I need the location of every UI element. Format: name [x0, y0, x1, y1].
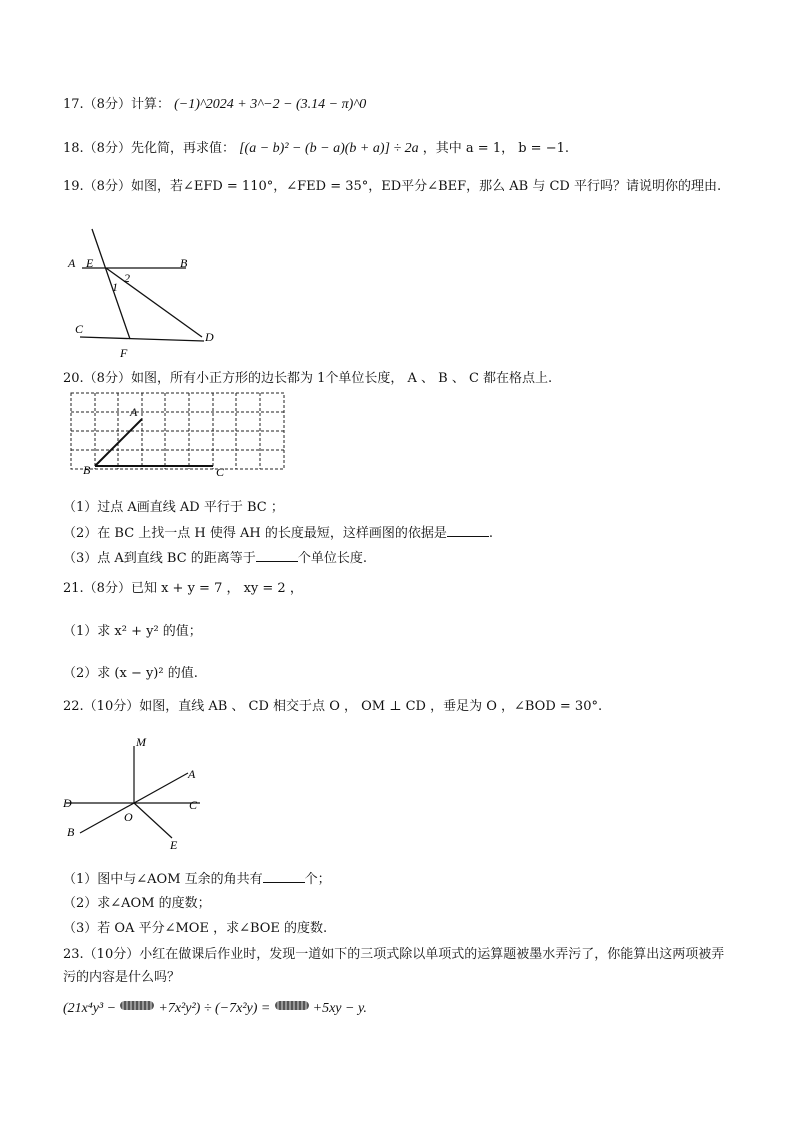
q21-p2-text: （2）求 (x − y)² 的值. [63, 666, 198, 681]
label-m: M [136, 735, 146, 749]
q22-part-3 [63, 920, 327, 938]
label-a: A [68, 256, 76, 270]
q20-p1-text: （1）过点 A画直线 AD 平行于 BC ； [63, 500, 284, 515]
label-b: B [180, 256, 188, 270]
q22-p2-text: （2）求∠AOM 的度数； [63, 896, 211, 911]
q21-p1-text: （1）求 x² + y² 的值； [63, 624, 202, 639]
q20-p3-end: 个单位长度. [297, 551, 367, 566]
line-cd [80, 337, 204, 341]
q22-p3-text: （3）若 OA 平分∠MOE ，求∠BOE 的度数. [63, 921, 328, 936]
line-ed [106, 268, 202, 337]
q18-tail: ，其中 a = 1， b = −1. [422, 141, 569, 156]
label-b: B [67, 825, 75, 839]
question-22 [63, 698, 602, 716]
answer-blank [447, 524, 489, 537]
q23-expr-part-c: +5xy − y. [312, 1001, 367, 1016]
q22-part-2 [63, 895, 211, 913]
label-c: C [189, 798, 198, 812]
ray-oe [134, 803, 172, 838]
q19-figure [60, 225, 230, 360]
answer-blank [263, 870, 305, 883]
question-23 [63, 943, 731, 989]
q20-text: 20.（8分）如图，所有小正方形的边长都为 1个单位长度， A 、 B 、 C 都在格点上. [63, 371, 553, 386]
q22-text: 22.（10分）如图，直线 AB 、 CD 相交于点 O ， OM ⊥ CD ，垂足为 O ，∠BOD = 30°. [63, 699, 603, 714]
label-f: F [120, 346, 128, 360]
question-20 [63, 370, 552, 388]
q22-p1-end: 个； [304, 872, 331, 887]
label-d: D [205, 330, 214, 344]
question-19 [63, 174, 731, 200]
q20-p2-end: . [488, 526, 494, 541]
label-b: B [83, 463, 91, 477]
q19-text: 19.（8分）如图，若∠EFD = 110°，∠FED = 35°，ED平分∠BEF，那么 AB 与 CD 平行吗？请说明你的理由. [63, 179, 722, 194]
q20-part-1 [63, 499, 284, 517]
q20-part-2 [63, 524, 493, 543]
q23-expr-part-b: +7x²y²) ÷ (−7x²y) = [158, 1001, 271, 1016]
question-18 [63, 140, 569, 158]
ink-smudge-2 [275, 1001, 309, 1010]
q20-p3-text: （3）点 A到直线 BC 的距离等于 [63, 551, 256, 566]
q23-expression [63, 1000, 367, 1018]
q21-part-1 [63, 623, 202, 641]
q17-head: 17.（8分）计算： [63, 97, 170, 112]
label-e: E [170, 838, 178, 852]
label-d: D [63, 796, 72, 810]
label-e: E [86, 256, 94, 270]
q18-head: 18.（8分）先化简，再求值： [63, 141, 235, 156]
q22-figure [60, 730, 220, 855]
label-c: C [216, 465, 225, 479]
q20-p2-text: （2）在 BC 上找一点 H 使得 AH 的长度最短，这样画图的依据是 [63, 526, 447, 541]
label-angle-2: 2 [124, 271, 130, 285]
label-a: A [130, 405, 138, 419]
label-o: O [124, 810, 133, 824]
q21-text: 21.（8分）已知 x + y = 7 ， xy = 2 ， [63, 581, 303, 596]
q23-text: 23.（10分）小红在做课后作业时，发现一道如下的三项式除以单项式的运算题被墨水弄污了，你能算出这两项被弄污的内容是什么吗？ [63, 947, 725, 985]
q17-expression: (−1)^2024 + 3^−2 − (3.14 − π)^0 [174, 97, 367, 112]
ink-smudge-1 [120, 1001, 154, 1010]
q20-part-3 [63, 549, 367, 568]
q20-grid-figure [66, 390, 291, 480]
label-a: A [188, 767, 196, 781]
q22-part-1 [63, 870, 331, 889]
label-c: C [75, 322, 84, 336]
question-17 [63, 96, 366, 114]
label-angle-1: 1 [112, 280, 118, 294]
q23-expr-part-a: (21x⁴y³ − [63, 1001, 117, 1016]
q18-expression: [(a − b)² − (b − a)(b + a)] ÷ 2a [239, 141, 419, 156]
answer-blank [256, 549, 298, 562]
q21-part-2 [63, 665, 198, 683]
q22-p1-text: （1）图中与∠AOM 互余的角共有 [63, 872, 263, 887]
question-21 [63, 580, 303, 598]
